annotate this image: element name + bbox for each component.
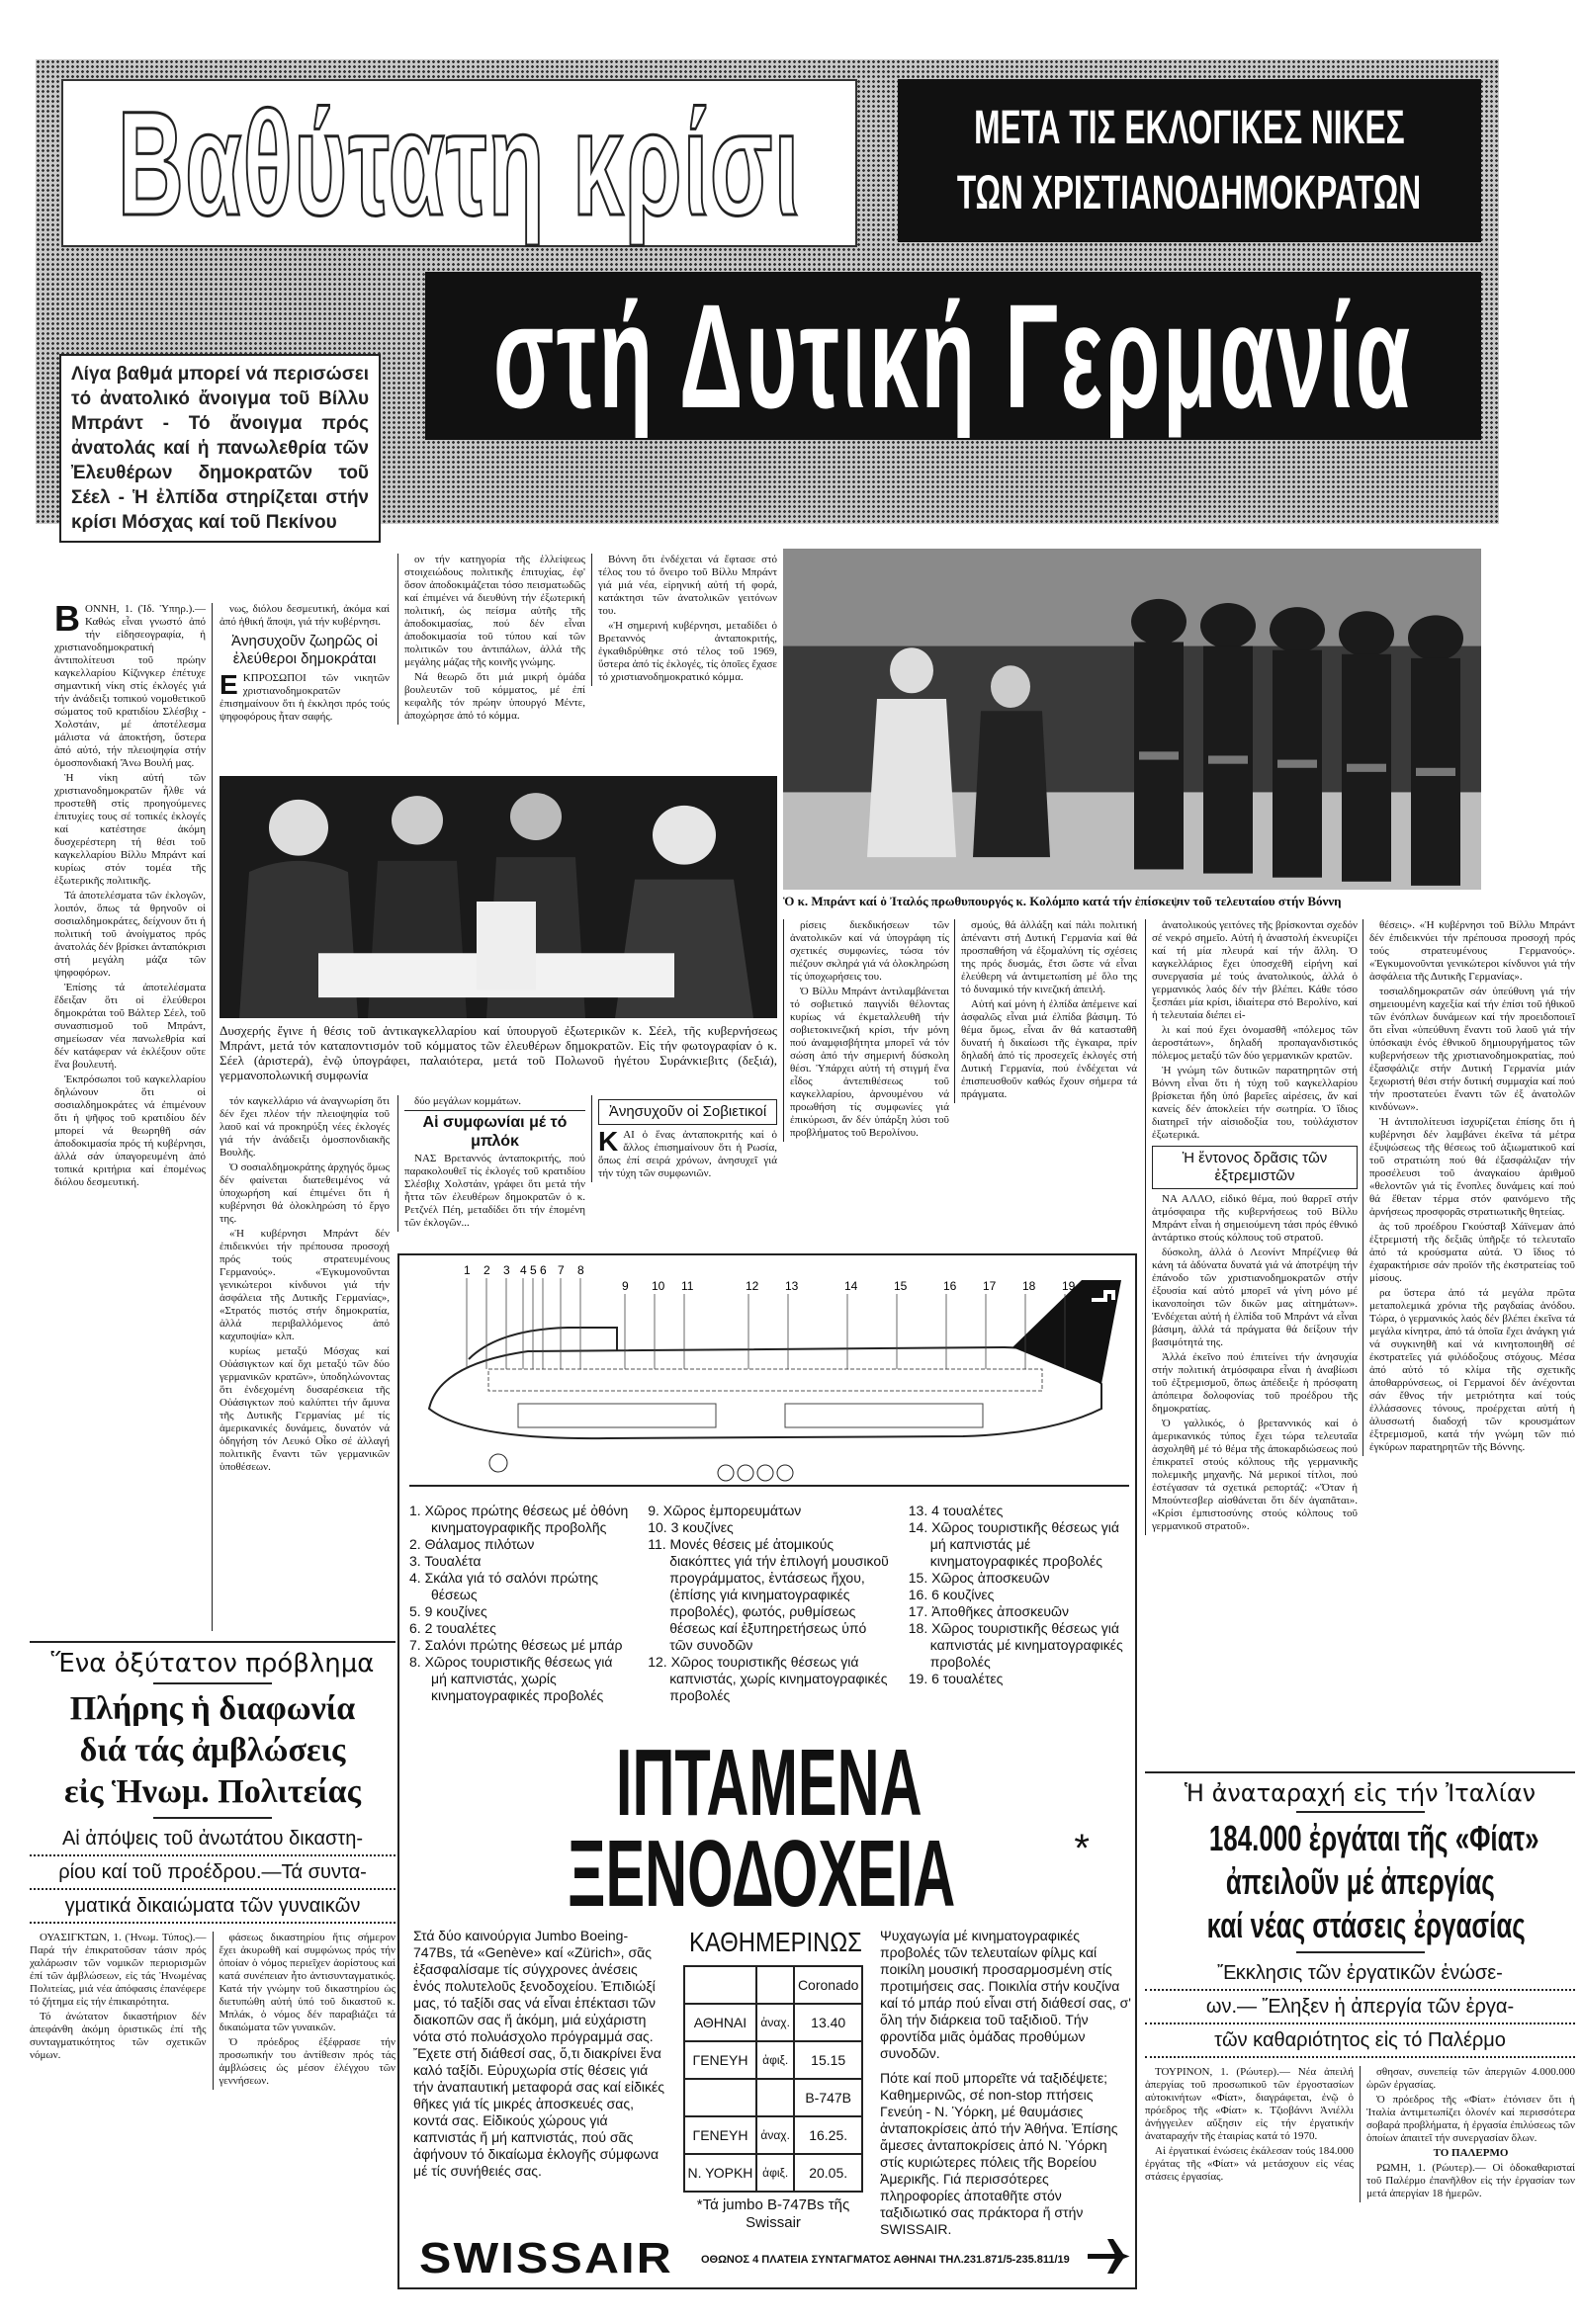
paragraph: τόν καγκελλάριο νά ἀναγνωρίση ὅτι δέν ἔχει πλέον τήν πλειοψηφία τοῦ λαοῦ καί νά προκηρύξη νέες ἐκλογές γιά τήν ἀνάδειξι ὁμοσπονδιακῆς Βουλῆς. xyxy=(220,1095,390,1159)
paragraph: σμούς, θά ἀλλάξη καί πάλι πολιτική ἀπέναντι στή Δυτική Γερμανία καί θά προσπαθήση νά ἐξομαλύνη τίς σχέσεις της πρός δυσμάς, ἔτσι ὥστε νά εἶναι ἐλεύθερη νά ἀντιμετωπίση μέ ὅλο της τό δυναμικό τήν κινεζική ἀπειλή. xyxy=(961,919,1137,995)
subhead-extremists: Ἡ ἔντονος δρᾶσις τῶν ἐξτρεμιστῶν xyxy=(1152,1146,1358,1189)
diagram-number-label: 12 xyxy=(746,1279,759,1293)
schedule-row xyxy=(684,2041,863,2079)
subhead-soviets: Ἀνησυχοῦν οἱ Σοβιετικοί xyxy=(598,1099,777,1125)
legend-item: 17. Ἀποθῆκες ἀποσκευῶν xyxy=(908,1603,1069,1619)
legend-item: 6. 2 τουαλέτες xyxy=(409,1620,496,1636)
paragraph: νως, διόλου δεσμευτική, ἀκόμα καί ἀπό ἠθική ἄποψι, γιά τήν κυβέρνησι. xyxy=(220,603,390,628)
legend-item: 3. Τουαλέτα xyxy=(409,1553,482,1569)
paragraph: ΚΠΡΟΣΩΠΟΙ τῶν νικητῶν χριστιανοδημοκρατῶν ἐπισημαίνουν ὅτι ἡ ἐκκλησι πρός τούς ψηφοφόρους ἦταν σαφής. xyxy=(220,672,390,723)
schedule-row xyxy=(684,2004,863,2041)
photo-brandt-colombo xyxy=(783,549,1481,890)
paragraph: Ὁ πρόεδρος τῆς «Φίατ» ἐτόνισεν ὅτι ἡ Ἰταλία ἀντιμετωπίζει ὁλονέν καί περισσότερα σοβαρά προβλήματα, ἡ ἐργασία ἐπιλύσεως τῶν ὁποίων ἀπαιτεῖ τήν συνεργασίαν ὅλων. xyxy=(1366,2094,1575,2144)
paragraph: δύσκολη, ἀλλά ὁ Λεονίντ Μπρέζνιεφ θά κάνη τά ἀδύνατα δυνατά γιά νά ἀποτρέψη τήν ἐπάνοδο τῶν χριστιανοδημοκρατῶν στήν ἐξουσία καί αὐτό μπορεῖ νά γίνη μόνο μέ ἱκανοποίησι τῶν δικῶν μας αἰτημάτων». Ἐνδέχεται αὐτή ἡ ἐλπίδα τοῦ Μπράντ νά εἶναι βάσιμη, ἀλλά τά πράγματα θά δείξουν τήν βασιμότητά της. xyxy=(1152,1247,1358,1348)
paragraph: Αἱ ἐργατικαί ἑνώσεις ἐκάλεσαν τούς 184.000 ἐργάτας τῆς «Φίατ» νά μετάσχουν εἰς νέας στάσεις ἐργασίας. xyxy=(1145,2145,1354,2183)
legend-item: 13. 4 τουαλέτες xyxy=(908,1503,1004,1518)
schedule-cell: ἀφιξ. xyxy=(756,2041,794,2079)
legend-item: 2. Θάλαμος πιλότων xyxy=(409,1536,535,1552)
diagram-number-label: 3 xyxy=(503,1263,510,1277)
legend-item: 19. 6 τουαλέτες xyxy=(908,1671,1004,1686)
ad-footnote: *Τά jumbo B-747Bs τῆς Swissair xyxy=(696,2196,850,2231)
paragraph: λι καί πού ἔχει ὀνομασθῆ «πόλεμος τῶν ἀεροστάτων», δηλαδή προπαγανδιστικός πόλεμος μεταξύ τῶν δύο γερμανικῶν κρατῶν. xyxy=(1152,1024,1358,1062)
diagram-number-label: 18 xyxy=(1022,1279,1036,1293)
article-column xyxy=(1145,2066,1361,2202)
paragraph: Τό ἀνώτατον δικαστήριον δέν ἀπεφάνθη ἀκόμη ὁριστικῶς ἐπί τῆς συνταγματικότητος τῶν σχετικῶν νόμων. xyxy=(30,2011,207,2061)
schedule-cell: ἀφιξ. xyxy=(756,2154,794,2192)
schedule-row xyxy=(684,1966,863,2004)
divider xyxy=(30,1641,396,1643)
abortion-story xyxy=(30,1641,396,2090)
diagram-number-label: 17 xyxy=(983,1279,997,1293)
schedule-cell xyxy=(684,1966,757,2004)
schedule-table xyxy=(683,1965,864,2193)
paragraph: «Ἡ κυβέρνησι Μπράντ δέν ἐπιδεικνύει τήν πρέπουσα προσοχή πρός τούς στρατευμένους Γερμανούς». «Ἐγκυμονοῦνται γενικώτεροι κίνδυνοι γιά τήν ἀσφάλεια τῆς Δυτικῆς Γερμανίας», «Στρατός πιστός στήν δημοκρατία, ἀλλά περιβαλλόμενος ἀπό καχυποψία» κλπ. xyxy=(220,1228,390,1342)
story-deck-line: ων.— Ἔληξεν ἡ ἀπεργία τῶν ἐργα- xyxy=(1145,1991,1575,2024)
paragraph: ΤΟ ΠΑΛΕΡΜΟ xyxy=(1433,2147,1509,2159)
paragraph: Ἐκπρόσωποι τοῦ καγκελλαρίου δηλώνουν ὅτι οἱ σοσιαλδημοκράτες νά ἐπιμένουν ὅτι ἡ ψῆφος τοῦ κρατιδίου δέν μπορεί νά θεωρηθῆ σάν ἀποδοκιμασία πρός τή κυβέρνησι, ἀλλά σάν ὑπαγορευμένη ἀπό τοπικά κριτήρια καί ἐπομένως διόλου δεσμευτική. xyxy=(54,1074,206,1188)
article-column xyxy=(783,919,949,1142)
paragraph: τοσιαλδημοκρατῶν σάν ὑπεύθυνη γιά τήν σημειουμένη καχεξία καί τήν ἐπίσι τοῦ ἠθικοῦ τῶν ἐνόπλων δυνάμεων καί τήν προειδοποιεῖ ὅτι εἶναι «ὑπεύθυνη ἔναντι τοῦ λαοῦ γιά τήν ὑπόσκαψι ἑνός ἐθνικοῦ δημιουργήματος τῶν κυβερνήσεων τῆς χριστιανοδημοκρατίας, πού ἐξασφάλιζε στήν Δυτική Γερμανία μιάν ξεχωριστή θέσι στήν δυτική συμμαχία καί πού τήν προστατεύει ἔναντι τῶν ἐξ ἀνατολῶν κινδύνων». xyxy=(1369,986,1575,1113)
ad-left-text: Στά δύο καινούργια Jumbo Boeing-747Bs, τά «Genève» καί «Zürich», σᾶς ἐξασφαλίσαμε τίς σύγχρονες ἀνέσεις ἑνός πολυτελοῦς ξενοδοχείου. Ἐπιδιώξί μας, τό ταξίδι σας νά εἶναι ἐπέκτασι τῶν διακοπῶν σας ἤ ἀκόμη, μιά εὐχάριστη νότα στό πολυάσχολο πρόγραμμά σας. Ἔχετε στή διάθεσί σας, ὅ,τι διακρίνει ἕνα καλό ταξίδι. Εὐρυχωρία στίς θέσεις γιά τήν ἀναπαυτική μεταφορά σας καί εἰδικές θῆκες γιά τίς μικρές ἀποσκευές σας, κοντά σας. Εἰδικούς χώρους γιά καπνιστάς ἤ μή καπνιστάς, πού σᾶς ἀφήνουν τό δικαίωμα ἐκλογῆς σύμφωνα μέ τίς συνήθειές σας. xyxy=(413,1928,665,2179)
diagram-number-label: 9 xyxy=(622,1279,629,1293)
article-column xyxy=(397,1095,585,1232)
article-column xyxy=(30,1932,214,2090)
legend-item: 12. Χῶρος τουριστικῆς θέσεως γιά καπνιστάς, χωρίς κινηματογραφικές προβολές xyxy=(648,1654,888,1703)
paragraph: Ἡ ἀντιπολίτευσι ἰσχυρίζεται ἐπίσης ὅτι ἡ κυβέρνησι δέν λαμβάνει ἐκεῖνα τά μέτρα ἐξυψώσεως τῆς θέσεως τοῦ ἀξιωματικοῦ καί τοῦ στρατιώτη πού θά ἐξασφάλιζαν τήν προσέλευσι τοῦ ἀναγκαίου ἀριθμοῦ «θελοντῶν γιά τίς ἔνοπλες δυνάμεις καί πού θά ἔθεταν τέρμα στόν φαινόμενο τῆς ἀρνήσεως προσφορᾶς στρατιωτικῆς θητείας. xyxy=(1369,1116,1575,1218)
paragraph: ΤΟΥΡΙΝΟΝ, 1. (Ρώυτερ).— Νέα ἀπειλή ἀπεργίας τοῦ προσωπικοῦ τῶν ἐργοστασίων αὐτοκινήτων «Φίατ», διαγράφεται, ἐνῷ ὁ πρόεδρος τῆς «Φίατ» κ. Τζιοβάννι Ἀνιέλλι ἀνήγγειλεν αὔξησιν εἰς τήν ἐργατικήν ἀναταραχήν τῆς ἐταιρίας κατά τό 1970. xyxy=(1145,2066,1354,2142)
photo-image xyxy=(220,776,777,1018)
schedule-row xyxy=(684,2154,863,2192)
schedule-cell: Ν. ΥΟΡΚΗ xyxy=(684,2154,757,2192)
headline-germany xyxy=(425,272,1481,440)
paragraph: ΡΩΜΗ, 1. (Ρώυτερ).— Οἱ ὁδοκαθαρισταί τοῦ Παλέρμο ἐπανῆλθον εἰς τήν ἐργασίαν των μετά ἀπεργίαν 18 ἡμερῶν. xyxy=(1366,2162,1575,2199)
article-column xyxy=(591,554,777,686)
swissair-advertisement xyxy=(397,1253,1137,2289)
legend-item: 1. Χῶρος πρώτης θέσεως μέ ὀθόνη κινηματογραφικῆς προβολῆς xyxy=(409,1503,629,1535)
paragraph: ἀς τοῦ προέδρου Γκούσταβ Χάϊνεμαν ἀπό ἐξτρεμιστή τῆς δεξιᾶς ὑπῆρξε τό τελευταῖο ἀπό τά κρούσματα αὐτά. Ὁ ἴδιος τό ἐχαρακτήρισε σάν προϊόν τῆς ἐκστρατείας τοῦ μίσους. xyxy=(1369,1221,1575,1284)
legend-item: 10. 3 κουζίνες xyxy=(648,1519,734,1535)
paragraph: Βόννη ὅτι ἐνδέχεται νά ἔφτασε στό τέλος του τό ὄνειρο τοῦ Βίλλυ Μπράντ γιά μιά νέα, εἰρηνική αὐτή τή φορά, κατάκτησι τῶν ἀνατολικῶν γειτόνων του. xyxy=(598,554,777,617)
diagram-number-label: 5 xyxy=(530,1263,537,1277)
headline-crisis xyxy=(61,79,857,247)
article-column xyxy=(954,919,1137,1103)
diagram-legend xyxy=(409,1503,1129,1704)
legend-item: 7. Σαλόνι πρώτης θέσεως μέ μπάρ xyxy=(409,1637,623,1653)
headline-crisis-text: Βαθύτατη κρίσι xyxy=(117,79,802,246)
swissair-logo: SWISSAIR xyxy=(419,2234,673,2282)
paragraph: Ὁ Βίλλυ Μπράντ ἀντιλαμβάνεται τό σοβιετικό παιγνίδι θέλοντας κυρίως νά ἐκμεταλλευθῆ τήν σοβιετοκινεζική κρίσι, τήν μόνη πού ἀναμφισβήτητα μπορεῖ νά τόν σώση ἀπό τήν σημερινή δύσκολη θέσι. Ὑπάρχει αὐτή τή στιγμή ἕνα εἶδος ἀντεπιθέσεως τοῦ καγκελλαρίου, ἀρνουμένου νά προωθήση τίς συμφωνίες γιά ἐπικύρωσι, ἄν δέν ὑπάρξη λύσι τοῦ προβλήματος τοῦ Βερολίνου. xyxy=(790,986,949,1139)
photo-right-caption: Ὁ κ. Μπράντ καί ὁ Ἰταλός πρωθυπουργός κ. Κολόμπο κατά τήν ἐπίσκεψιν τοῦ τελευταίου στήν Βόννη xyxy=(783,894,1342,908)
legend-item: 15. Χῶρος ἀποσκευῶν xyxy=(908,1570,1050,1586)
divider xyxy=(1145,1771,1575,1773)
schedule-cell: ΓΕΝΕΥΗ xyxy=(684,2041,757,2079)
story-headline-line: διά τάς ἀμβλώσεις xyxy=(79,1732,346,1768)
paragraph: ΟΝΝΗ, 1. (Ἰδ. Ὑπηρ.).— Καθώς εἶναι γνωστό ἀπό τήν εἰδησεογραφία, ἡ χριστιανοδημοκρατική ἀντιπολίτευσι τοῦ πρώην καγκελλαρίου Κίζινγκερ ἐπέτυχε σημαντική νίκη στίς ἐκλογές γιά τήν ἀνάδειξι τοπικού νομοθετικοῦ σώματος τοῦ κρατιδίου Σλέσβιχ - Χολστάιν, μέ ἀποτέλεσμα μάλιστα νά ἀποκτήση, ὕστερα ἀπό αὐτό, τήν πλειοψηφία στήν ὁμοσπονδιακή Ἄνω Βουλή μας. xyxy=(54,603,206,769)
subhead-free-democrats: Ἀνησυχοῦν ζωηρῶς οἱ ἐλεύθεροι δημοκράται xyxy=(231,633,378,667)
legend-item: 14. Χῶρος τουριστικῆς θέσεως γιά μή καπνιστάς μέ κινηματογραφικές προβολές xyxy=(908,1519,1120,1569)
paragraph: δύο μεγάλων κομμάτων. xyxy=(414,1095,522,1107)
story-headline-line: ἀπειλοῦν μέ ἀπεργίας xyxy=(1225,1861,1495,1902)
story-deck-line: γματικά δικαιώματα τῶν γυναικῶν xyxy=(30,1890,396,1924)
story-headline-line: εἰς Ἡνωμ. Πολιτείας xyxy=(64,1773,361,1810)
schedule-cell: Coronado xyxy=(794,1966,863,2004)
article-column xyxy=(397,554,585,725)
kicker-line-2: ΤΩΝ ΧΡΙΣΤΙΑΝΟΔΗΜΟΚΡΑΤΩΝ xyxy=(957,166,1422,219)
subhead-agreements: Αἱ συμφωνίαι μέ τό μπλόκ xyxy=(404,1110,585,1151)
ad-title-line-1: ΙΠΤΑΜΕΝΑ xyxy=(616,1730,923,1836)
paragraph: Ἐπίσης τά ἀποτελέσματα ἔδειξαν ὅτι οἱ ἐλεύθεροι δημοκράται τοῦ Βάλτερ Σέελ, τοῦ συνασπισμοῦ τοῦ Μπράντ, σημείωσαν νέα πανωλεθρία καί δέν κατάφεραν νά ἐκλέξουν οὔτε ἕνα βουλευτή. xyxy=(54,982,206,1071)
ad-right-paragraph: Πότε καί ποῦ μπορεῖτε νά ταξιδέψετε; Καθημερινῶς, σέ non-stop πτήσεις Γενεύη - Ν. Ὑόρκη, μέ θαυμάσιες ἀνταποκρίσεις ἀπό τήν Ἀθήνα. Ἐπίσης ἄμεσες ἀνταποκρίσεις ἀπό Ν. Ὑόρκη στίς κυριώτερες πόλεις τῆς Βορείου Ἀμερικῆς. Γιά περισσότερες πληροφορίες ἀποταθῆτε στόν ταξιδιωτικό σας πράκτορα ἤ στήν SWISSAIR. xyxy=(880,2070,1118,2237)
diagram-number-label: 19 xyxy=(1062,1279,1076,1293)
article-column xyxy=(220,1932,396,2090)
diagram-number-label: 13 xyxy=(785,1279,799,1293)
diagram-number-label: 4 xyxy=(520,1263,527,1277)
story-kicker: Ἡ ἀναταραχή εἰς τήν Ἰταλίαν xyxy=(1184,1779,1537,1807)
paragraph: Νά θεωρῶ ὅτι μιά μικρή ὁμάδα βουλευτῶν τοῦ κόμματος, μέ ἐπί κεφαλῆς τόν πρώην ὑπουργό Μέντε, ἀποχώρησε ἀπό τό κόμμα. xyxy=(404,671,585,722)
drop-cap: Ε xyxy=(220,669,238,700)
schedule-row xyxy=(684,2116,863,2154)
diagram-number-label: 10 xyxy=(652,1279,665,1293)
story-kicker: Ἕνα ὀξύτατον πρόβλημα xyxy=(50,1649,375,1678)
article-deck-text: Λίγα βαθμά μπορεί νά περισώσει τό ἀνατολικό ἄνοιγμα τοῦ Βίλλυ Μπράντ - Τό ἄνοιγμα πρός ἀνατολάς καί ἡ πανωλεθρία τῶν Ἐλευθέρων δημοκρατῶν τοῦ Σέελ - Ἡ ἐλπίδα στηρίζεται στήν κρίσι Μόσχας καί τοῦ Πεκίνου xyxy=(71,364,369,533)
schedule-cell: ἀναχ. xyxy=(756,2116,794,2154)
schedule xyxy=(674,1926,872,2193)
story-deck-line: τῶν καθαριότητος εἰς τό Παλέρμο xyxy=(1145,2024,1575,2058)
legend-item: 18. Χῶρος τουριστικῆς θέσεως γιά καπνιστάς μέ κινηματογραφικές προβολές xyxy=(908,1620,1123,1670)
schedule-cell xyxy=(756,2079,794,2116)
paragraph: Ὁ γαλλικός, ὁ βρεταννικός καί ὁ ἀμερικανικός τύπος ἔχει τώρα τελευταῖα ἀσχοληθῆ μέ τό θέμα τῆς ἀποκαρδιώσεως πού ἐπικρατεῖ στούς κόλπους τῆς γερμανικῆς πολεμικῆς μηχανῆς. Νά μερικοί τίτλοι, πού ἐστέγασαν τά σχετικά ρεπορτάζ: «Ὅταν ἡ Μπούντεσβερ αἰσθάνεται ὅτι δέν ἀγαπᾶται». «Κρίσι ἐμπιστοσύνης στούς κόλπους τοῦ γερμανικοῦ στρατοῦ». xyxy=(1152,1418,1358,1532)
paragraph: ρα ὕστερα ἀπό τά μεγάλα πρῶτα μεταπολεμικά χρόνια τῆς ραγδαίας ἀνόδου. Τώρα, ὁ γερμανικός λαός δέν βλέπει ἐκεῖνα τά μεγάλα κίνητρα, ἀπό τά ὁποῖα ἔχει ἀνάγκη γιά νά συγκινηθῆ καί νά κινητοποιηθῆ σέ ἐκστρατεῖες γιά φιλόδοξους στόχους. Μέσα ἀπό αὐτό τό κλίμα τῆς σχετικῆς ἀποθαρρύνσεως, οἱ Γερμανοί δέν ἀνέχονται σάν ἔθνος τήν μετριότητα καί τούς ἐλλάσσονες τόνους, προέρχεται αὐτή ἡ ἁλυσσωτή διαδοχή τῶν κρουσμάτων ἐξτρεμισμοῦ, κατά τήν γνώμη τῶν πιό ἐγκύρων παρατηρητῶν τῆς Βόννης. xyxy=(1369,1287,1575,1453)
article-column xyxy=(1145,919,1358,1535)
schedule-cell: 16.25. xyxy=(794,2116,863,2154)
paragraph: Ἡ γνώμη τῶν δυτικῶν παρατηρητῶν στή Βόννη εἶναι ὅτι ἡ τύχη τοῦ καγκελλαρίου βρίσκεται ἤδη ὑπό βαρεῖες αἱρέσεις, ἄν καί κανείς δέν ἀποκλείει τήν σωτηρία. Ὁ ἴδιος διατηρεῖ τήν αἰσιοδοξία του, τοὐλάχιστον ἐξωτερικά. xyxy=(1152,1065,1358,1141)
headline-germany-text: στή Δυτική Γερμανία xyxy=(493,272,1413,439)
story-deck-line: Ἔκκλησις τῶν ἐργατικῶν ἑνώσε- xyxy=(1145,1957,1575,1991)
article-column xyxy=(220,1095,390,1476)
asterisk: * xyxy=(1074,1827,1090,1870)
legend-item: 5. 9 κουζίνες xyxy=(409,1603,487,1619)
legend-item: 9. Χῶρος ἐμπορευμάτων xyxy=(648,1503,802,1518)
kicker-box xyxy=(898,79,1481,242)
paragraph: ον τήν κατηγορία τῆς ἑλλείψεως στοιχειώδους πολιτικῆς ἐπιτυχίας, ἐφ' ὅσον ἀποδοκιμάζεται τόσο πεισματωδῶς καί ἐπιμένει νά διευθύνη τήν ἐξωτερική πολιτική, ὡς πείσμα αὐτῆς τῆς ἀποδοκιμασίας, πού δέν εἶναι ἀποδοκιμασία τοῦ τύπου καί τῶν πολιτικῶν του ἀντιπάλων, ἀλλά τῆς μεγάλης μάζας τῆς κοινῆς γνώμης. xyxy=(404,554,585,668)
drop-cap: Β xyxy=(54,598,80,639)
schedule-cell: ΑΘΗΝΑΙ xyxy=(684,2004,757,2041)
story-headline-line: Πλήρης ἡ διαφωνία xyxy=(69,1690,356,1727)
airplane-icon xyxy=(1088,2239,1132,2274)
article-column xyxy=(1362,919,1575,1456)
paragraph: Αὐτή καί μόνη ἡ ἐλπίδα ἀπέμεινε καί ἀσφαλῶς εἶναι μιά ἐλπίδα βάσιμη. Τό θέμα ὅμως, εἶναι ἄν θά κατασταθῆ δυνατή ἡ δικαίωσι τῆς ἐγκαιρα, πρίν δηλαδή ἀπό τίς προσεχεῖς ἐκλογές στή Δυτική Γερμανία, πού ἐνδέχεται νά ἐπισπευσθοῦν καθώς ἔχουν σήμερα τά πράγματα. xyxy=(961,998,1137,1100)
story-headline-line: καί νέας στάσεις ἐργασίας xyxy=(1206,1905,1526,1945)
schedule-cell: ἀναχ. xyxy=(756,2004,794,2041)
paragraph: ΝΑ ΑΛΛΟ, εἰδικό θέμα, πού θαρρεῖ στήν ἀτμόσφαιρα τῆς κυβερνήσεως τοῦ Βίλλυ Μπράντ εἶναι ἡ σημειούμενη τάσι πρός ἐθνικό ἀντάρτικο στούς κόλπους τοῦ στρατοῦ. xyxy=(1152,1193,1358,1244)
schedule-title: ΚΑΘΗΜΕΡΙΝΩΣ xyxy=(689,1927,862,1957)
paragraph: ΟΥΑΣΙΓΚΤΩΝ, 1. (Ἡνωμ. Τύπος).— Παρά τήν ἐπικρατοῦσαν τάσιν πρός χαλάρωσιν τῶν νομικῶν περιορισμῶν ἐπί τῶν ἀμβλώσεων, εἰς τάς Ἡνωμένας Πολιτείας, μιά νέα ἀπόφασις ἐπανέφερε τό ζήτημα εἰς τήν ἐπικαιρότητα. xyxy=(30,1932,207,2008)
diagram-number-label: 14 xyxy=(844,1279,858,1293)
photo-image xyxy=(783,549,1481,890)
paragraph: σθησαν, συνεπείᾳ τῶν ἀπεργιῶν 4.000.000 ὡρῶν ἐργασίας. xyxy=(1366,2066,1575,2091)
story-headline-line: 184.000 ἐργάται τῆς «Φίατ» xyxy=(1208,1818,1539,1858)
paragraph: Ἡ νίκη αὐτή τῶν χριστιανοδημοκρατῶν ἦλθε νά προστεθῆ στίς προηγούμενες ἐπιτυχίες τους σέ τοπικές ἐκλογές καί κατέστησε ἀκόμη δυσχερέστερη τή θέσι τοῦ καγκελλαρίου Βίλλυ Μπράντ καί κυρίως στόν τομέα τῆς ἐξωτερικῆς πολιτικῆς. xyxy=(54,772,206,887)
photo-seel-signing xyxy=(220,776,777,1018)
ad-right-paragraph: Ψυχαγωγία μέ κινηματογραφικές προβολές τῶν τελευταίων φίλμς καί ποικίλη μουσική προσαρμοσμένη στίς προτιμήσεις σας. Ποικιλία στήν κουζίνα καί τό μπάρ πού εἶναι στή διάθεσί σας, σ' ὅλη τήν διάρκεια τοῦ ταξιδιοῦ. Τήν φροντίδα μιᾶς ὁμάδας προθύμων συνοδῶν. xyxy=(880,1928,1131,2061)
schedule-cell xyxy=(756,1966,794,2004)
story-deck-line: ρίου καί τοῦ προέδρου.—Τά συντα- xyxy=(30,1856,396,1890)
legend-item: 8. Χῶρος τουριστικῆς θέσεως γιά μή καπνιστάς, χωρίς κινηματογραφικές προβολές xyxy=(409,1654,613,1703)
diagram-number-label: 11 xyxy=(681,1279,694,1293)
paragraph: Ἀλλά ἐκεῖνο πού ἐπιτείνει τήν ἀνησυχία στήν πολιτική ἀτμόσφαιρα εἶναι ἡ ἀναβίωσι τοῦ ἐξτρεμισμοῦ, ὅπως ἀπέδειξε ἡ πρόσφατη ἀπόπειρα δολοφονίας τοῦ προέδρου τῆς δημοκρατίας. xyxy=(1152,1351,1358,1415)
paragraph: ἀνατολικούς γειτόνες τῆς βρίσκονται σχεδόν σέ νεκρό σημεῖο. Αὐτή ἡ ἀναστολή ἐκνευρίζει καί τή μία πλευρά καί τήν ἄλλη. Ὁ καγκελλάριος ἔχει ὑποσχεθῆ εἰρήνη καί συνεργασία μέ τούς ἀνατολικούς, ἀλλά ὁ γερμανικός λαός δέν τήν βλέπει. Κάθε τόσο ξεσπάει μία κρίσι, ἰδιαίτερα στό Βερολίνο, καί ἡ τελευταία διέπει εἰ- xyxy=(1152,919,1358,1021)
paragraph: κυρίως μεταξύ Μόσχας καί Οὐάσιγκτων καί ὄχι μεταξύ τῶν δύο γερμανικῶν κρατῶν», ὑποδηλώνοντας ὅτι ἐνδεχομένη δυσαρέσκεια τῆς Οὐάσιγκτων πού καλύπτει τήν ἄμυνα τῆς Δυτικῆς Γερμανίας μέ τίς ἀμερικανικές δυνάμεις, δυνατόν νά ὁδηγήση τόν Λευκό Οἶκο σέ ἀλλαγή πολιτικῆς ἔναντι τῶν γερμανικῶν ὑποθέσεων. xyxy=(220,1345,390,1473)
paragraph: θέσεις». «Ἡ κυβέρνησι τοῦ Βίλλυ Μπράντ δέν ἐπιδεικνύει τήν πρέπουσα προσοχή πρός τούς στρατευμένους Γερμανούς». «Ἐγκυμονοῦνται γενικώτεροι κίνδυνοι γιά τήν ἀσφάλεια τῆς Δυτικῆς Γερμανίας». xyxy=(1369,919,1575,983)
paragraph: ρίσεις διεκδικήσεων τῶν ἀνατολικῶν καί νά ὑπογράφη τίς σχετικές συμφωνίες, τώσα τόν πιέζουν σκληρά γιά νά ὁλοκληρώση τίς ὑποχωρήσεις του. xyxy=(790,919,949,983)
ad-title xyxy=(399,1730,1139,1927)
article-column xyxy=(220,603,390,726)
paragraph: Ὁ πρόεδρος ἐξέφρασε τήν προσωπικήν του ἀντίθεσιν πρός τάς ἀμβλώσεις ὡς μέσον ἐλέγχου τῶν γεννήσεων. xyxy=(219,2036,396,2087)
paragraph: «Ἡ σημερινή κυβέρνησι, μεταδίδει ὁ Βρεταννός ἀνταποκριτής, ἐγκαθιδρύθηκε στό τέλος τοῦ 1969, ὕστερα ἀπό τίς ἐκλογές, τίς ὁποῖες ἔχασε τό χριστιανοδημοκρατικό κόμμα. xyxy=(598,620,777,683)
swissair-address: ΟΘΩΝΟΣ 4 ΠΛΑΤΕΙΑ ΣΥΝΤΑΓΜΑΤΟΣ ΑΘΗΝΑΙ ΤΗΛ.231.871/5-235.811/19 xyxy=(701,2254,1070,2266)
story-deck-line: Αἱ ἀπόψεις τοῦ ἀνωτάτου δικαστη- xyxy=(30,1823,396,1856)
paragraph: ΝΑΣ Βρεταννός ἀνταποκριτής, πού παρακολουθεῖ τίς ἐκλογές τοῦ κρατιδίου Σλέσβιχ Χολστάιν, γράφει ὅτι μετά τήν ἧττα τῶν ἐλευθέρων δημοκρατῶν ὁ κ. Ρετζνέλ Πέη, μεταδίδει ὅτι τήν ἐπομένη τῶν ἐκλογῶν... xyxy=(404,1153,585,1229)
article-column xyxy=(591,1095,777,1182)
diagram-number-label: 2 xyxy=(483,1263,490,1277)
kicker-line-1: ΜΕΤΑ ΤΙΣ ΕΚΛΟΓΙΚΕΣ ΝΙΚΕΣ xyxy=(974,101,1405,154)
diagram-number-label: 1 xyxy=(464,1263,471,1277)
paragraph: Ὁ σοσιαλδημοκράτης ἀρχηγός ὅμως δέν φαίνεται διατεθειμένος νά ὑποχωρήση καί ἐπιμένει ὅτι ἡ κυβέρνησι θά ὁλοκληρώση τό ἔργο της. xyxy=(220,1162,390,1225)
schedule-cell: ΓΕΝΕΥΗ xyxy=(684,2116,757,2154)
legend-item: 11. Μονές θέσεις μέ ἀτομικούς διακόπτες γιά τήν ἐπιλογή μουσικοῦ προγράμματος, ἐντάσεως ἤχου, (ἐπίσης γιά κινηματογραφικές προβολές), φωτός, ρυθμίσεως θέσεως καί ἐξυπηρετήσεως ὑπό τῶν συνοδῶν xyxy=(648,1536,889,1653)
paragraph: ΑΙ ὁ ἕνας ἀνταποκριτής καί ὁ ἄλλος ἐπισημαίνουν ὅτι ἡ Ρωσία, ὅπως ἐπί σειρά χρόνων, ἀνησυχεῖ γιά τήν τύχη τῶν συμφωνιῶν. xyxy=(598,1129,777,1179)
article-column xyxy=(1366,2066,1575,2202)
paragraph: Τά ἀποτελέσματα τῶν ἐκλογῶν, λοιπόν, ὅπως τά θρηνοῦν οἱ σοσιαλδημοκράτες, δείχνουν ὅτι ἡ πολιτική τοῦ ἀνοίγματος πρός ἀνατολάς δέν βρίσκει ἀνταπόκρισι στή μεγάλη μάζα τῶν ψηφοφόρων. xyxy=(54,890,206,979)
drop-cap: Κ xyxy=(598,1126,619,1157)
article-column xyxy=(54,598,213,1631)
photo-left-caption: Δυσχερής ἔγινε ἡ θέσις τοῦ ἀντικαγκελλαρίου καί ὑπουργοῦ ἐξωτερικῶν κ. Σέελ, τῆς κυβερνήσεως Μπράντ, μετά τόν καταποντισμόν τοῦ κόμματος τῶν ἐλευθέρων δημοκρατῶν. Εἰς τήν φωτογραφίαν ὁ κ. Σέελ (ἀριστερά), ἐνῷ ὑπογράφει, παλαιότερα, μετά τοῦ Πολωνοῦ ἡγέτου Συράνκιεβιτς (δεξιά), γερμανοπολωνική συμφωνία xyxy=(220,1023,777,1082)
schedule-cell: 13.40 xyxy=(794,2004,863,2041)
paragraph: φάσεως δικαστηρίου ἥτις σήμερον ἔχει ἀκυρωθῆ καί συμφώνως πρός τήν ὁποίαν ὁ νόμος περιεῖχεν ἀορίστους καί κατά συνέπειαν ἦτο ἀντισυνταγματικός. Κατά τήν γνώμην τοῦ δικαστηρίου ὡς διετυπώθη αὐτή ὑπό τοῦ δικαστοῦ κ. Μπλάκ, ὁ νόμος δέν παραβιάζει τά δικαιώματα τῶν γυναικῶν. xyxy=(219,1932,396,2033)
legend-item: 16. 6 κουζίνες xyxy=(908,1587,995,1602)
schedule-cell: 15.15 xyxy=(794,2041,863,2079)
diagram-number-label: 6 xyxy=(540,1263,547,1277)
diagram-number-label: 7 xyxy=(558,1263,565,1277)
schedule-cell: 20.05. xyxy=(794,2154,863,2192)
schedule-cell: B-747B xyxy=(794,2079,863,2116)
diagram-number-label: 8 xyxy=(577,1263,584,1277)
diagram-number-label: 15 xyxy=(894,1279,908,1293)
ad-right-text xyxy=(880,1928,1132,2238)
article-deck xyxy=(59,354,381,543)
legend-item: 4. Σκάλα γιά τό σαλόνι πρώτης θέσεως xyxy=(409,1570,598,1602)
ad-title-line-2: ΞΕΝΟΔΟΧΕΙΑ xyxy=(568,1821,956,1927)
boeing-747-cutaway-diagram xyxy=(409,1260,1129,1493)
diagram-number-label: 16 xyxy=(943,1279,957,1293)
fiat-story xyxy=(1145,1771,1575,2202)
schedule-row xyxy=(684,2079,863,2116)
schedule-cell xyxy=(684,2079,757,2116)
